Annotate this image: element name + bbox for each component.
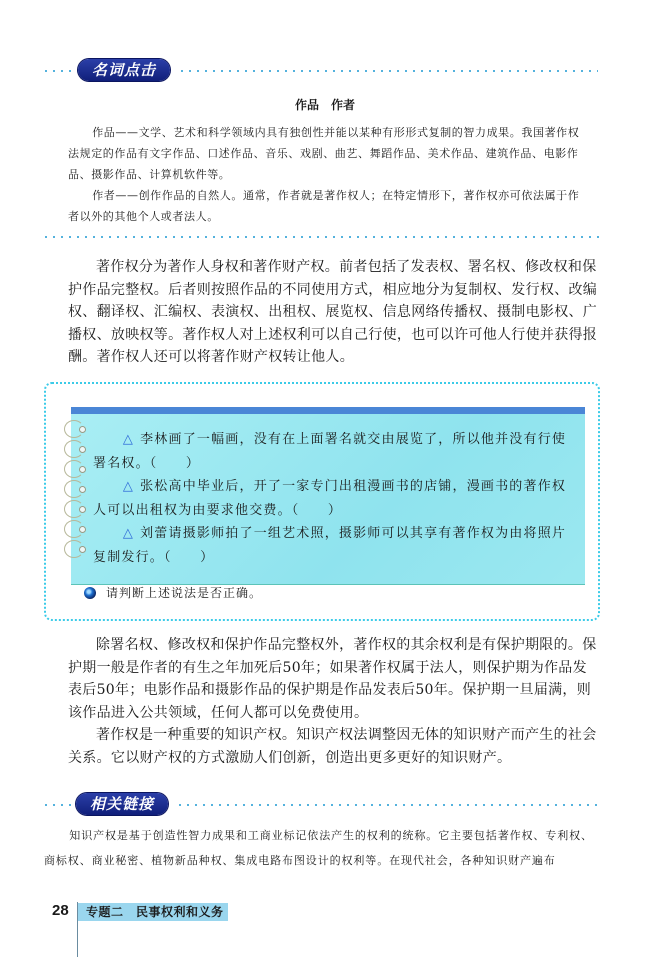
ring-icon — [64, 440, 84, 458]
ring-icon — [64, 500, 84, 518]
notebook-rings — [64, 420, 88, 570]
triangle-icon: △ — [122, 526, 135, 541]
question-item — [93, 428, 571, 475]
dotted-divider — [42, 236, 602, 238]
section-badge-noun: 名词点击 — [78, 59, 170, 81]
ring-icon — [64, 540, 84, 558]
dotted-divider — [42, 804, 74, 806]
prompt-text: 请判断上述说法是否正确。 — [106, 586, 263, 600]
related-text — [44, 823, 604, 873]
ring-icon — [64, 420, 84, 438]
body-paragraph-1 — [68, 256, 600, 369]
dotted-divider — [42, 70, 78, 72]
definition-list — [68, 122, 586, 227]
question-text: 张松高中毕业后，开了一家专门出租漫画书的店铺，漫画书的著作权人可以出租权为由要求他交费。（ ） — [93, 479, 567, 518]
triangle-icon: △ — [122, 479, 135, 494]
definition-author: 作者——创作作品的自然人。通常，作者就是著作权人；在特定情形下，著作权亦可依法属于作者以外的其他个人或者法人。 — [68, 189, 580, 223]
question-list — [93, 428, 571, 569]
question-item — [93, 475, 571, 522]
dotted-divider — [178, 70, 598, 72]
ring-icon — [64, 520, 84, 538]
page-number: 28 — [52, 902, 69, 919]
definition-work: 作品——文学、艺术和科学领域内具有独创性并能以某种有形形式复制的智力成果。我国著作权法规定的作品有文字作品、口述作品、音乐、戏剧、曲艺、舞蹈作品、美术作品、建筑作品、电影作品、摄影作品、计算机软件等。 — [68, 126, 580, 181]
ring-icon — [64, 460, 84, 478]
paragraph-text: 著作权是一种重要的知识产权。知识产权法调整因无体的知识财产而产生的社会关系。它以财产权的方式激励人们创新，创造出更多更好的知识财产。 — [68, 727, 597, 766]
section-badge-related: 相关链接 — [76, 793, 168, 815]
ring-icon — [64, 480, 84, 498]
dotted-divider — [176, 804, 600, 806]
paragraph-text: 知识产权是基于创造性智力成果和工商业标记依法产生的权利的统称。它主要包括著作权、专利权、商标权、商业秘密、植物新品种权、集成电路布图设计的权利等。在现代社会，各种知识财产遍布 — [44, 829, 593, 867]
paragraph-text: 除署名权、修改权和保护作品完整权外，著作权的其余权利是有保护期限的。保护期一般是作者的有生之年加死后50年；如果著作权属于法人，则保护期为作品发表后50年；电影作品和摄影作品的保护期是作品发表后50年。保护期一旦届满，则该作品进入公共领域，任何人都可以免费使用。 — [68, 637, 597, 721]
question-text: 李林画了一幅画，没有在上面署名就交由展览了，所以他并没有行使署名权。（ ） — [93, 432, 567, 471]
globe-bullet-icon — [84, 587, 96, 599]
body-paragraph-2 — [68, 634, 600, 770]
chapter-label: 专题二 民事权利和义务 — [78, 903, 228, 921]
activity-prompt — [84, 584, 262, 601]
question-item — [93, 522, 571, 569]
paragraph-text: 著作权分为著作人身权和著作财产权。前者包括了发表权、署名权、修改权和保护作品完整权。后者则按照作品的不同使用方式，相应地分为复制权、发行权、改编权、翻译权、汇编权、表演权、出租权、展览权、信息网络传播权、摄制电影权、广播权、放映权等。著作权人对上述权利可以自己行使，也可以许可他人行使并获得报酬。著作权人还可以将著作财产权转让他人。 — [68, 259, 598, 366]
triangle-icon: △ — [122, 432, 135, 447]
question-text: 刘蕾请摄影师拍了一组艺术照，摄影师可以其享有著作权为由将照片复制发行。（ ） — [93, 526, 567, 565]
definition-title: 作品 作者 — [294, 98, 355, 112]
